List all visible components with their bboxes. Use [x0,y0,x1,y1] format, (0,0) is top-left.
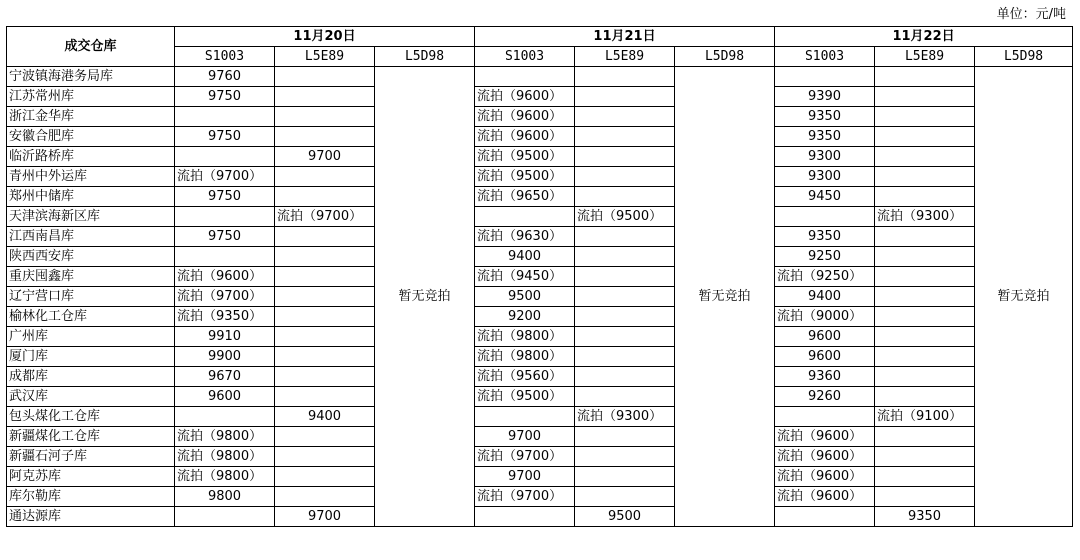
price-cell [575,427,675,447]
price-cell [575,147,675,167]
price-cell: 9250 [775,247,875,267]
table-row [7,467,1073,487]
price-cell [875,447,975,467]
price-cell [475,407,575,427]
price-cell: 9600 [775,327,875,347]
table-row [7,287,1073,307]
price-cell: 9600 [175,387,275,407]
price-cell: 流拍（9650） [475,187,575,207]
price-cell [875,467,975,487]
price-cell: 流拍（9700） [175,287,275,307]
price-cell [575,387,675,407]
price-cell [775,407,875,427]
warehouse-cell: 新疆石河子库 [7,447,175,467]
warehouse-cell: 郑州中储库 [7,187,175,207]
table-row [7,127,1073,147]
price-cell [875,487,975,507]
table-body [7,67,1073,527]
price-cell: 流拍（9350） [175,307,275,327]
price-cell: 流拍（9630） [475,227,575,247]
price-cell: 流拍（9800） [175,447,275,467]
price-cell: 流拍（9800） [175,467,275,487]
table-row [7,347,1073,367]
price-cell [275,387,375,407]
price-cell [575,167,675,187]
warehouse-cell: 库尔勒库 [7,487,175,507]
price-cell [875,307,975,327]
price-cell: 流拍（9600） [775,447,875,467]
price-cell [275,107,375,127]
warehouse-cell: 江苏常州库 [7,87,175,107]
price-cell: 流拍（9300） [575,407,675,427]
price-cell [275,247,375,267]
price-cell: 9500 [475,287,575,307]
price-cell [575,347,675,367]
price-cell: 9450 [775,187,875,207]
price-cell [575,287,675,307]
grade-header: L5E89 [275,47,375,67]
price-cell [875,187,975,207]
warehouse-cell: 陕西西安库 [7,247,175,267]
price-cell [175,407,275,427]
warehouse-cell: 安徽合肥库 [7,127,175,147]
price-cell: 9700 [475,467,575,487]
price-cell [575,87,675,107]
unit-label: 单位：元/吨 [996,7,1066,22]
table-row [7,167,1073,187]
price-cell [875,227,975,247]
price-cell: 9700 [275,147,375,167]
price-cell [275,467,375,487]
price-cell: 流拍（9600） [475,87,575,107]
price-cell: 流拍（9700） [475,487,575,507]
price-cell: 9750 [175,187,275,207]
price-cell: 9200 [475,307,575,327]
price-cell: 9700 [275,507,375,527]
price-cell [875,287,975,307]
price-cell: 9800 [175,487,275,507]
price-cell: 流拍（9500） [475,387,575,407]
table-row [7,67,1073,87]
price-cell: 流拍（9100） [875,407,975,427]
warehouse-cell: 成都库 [7,367,175,387]
price-cell [275,347,375,367]
warehouse-cell: 榆林化工仓库 [7,307,175,327]
warehouse-cell: 包头煤化工仓库 [7,407,175,427]
no-bid-cell: 暂无竞拍 [975,67,1073,527]
price-cell: 9390 [775,87,875,107]
warehouse-cell: 临沂路桥库 [7,147,175,167]
price-cell [875,367,975,387]
table-row [7,387,1073,407]
price-cell [775,207,875,227]
price-cell: 9260 [775,387,875,407]
table-row [7,407,1073,427]
table-row [7,207,1073,227]
price-cell [875,427,975,447]
auction-table [6,26,1073,527]
price-cell: 流拍（9800） [475,327,575,347]
grade-header: S1003 [475,47,575,67]
price-cell [275,67,375,87]
table-row [7,87,1073,107]
table-row [7,487,1073,507]
table-row [7,427,1073,447]
price-cell: 流拍（9300） [875,207,975,227]
price-cell [575,367,675,387]
price-cell [575,467,675,487]
price-cell: 流拍（9500） [575,207,675,227]
date-header-row [7,27,1073,47]
price-cell: 9350 [775,227,875,247]
warehouse-cell: 天津滨海新区库 [7,207,175,227]
table-row [7,507,1073,527]
price-cell [175,147,275,167]
warehouse-cell: 阿克苏库 [7,467,175,487]
price-cell: 9300 [775,167,875,187]
warehouse-cell: 江西南昌库 [7,227,175,247]
price-cell [275,267,375,287]
price-cell: 9400 [275,407,375,427]
price-cell [275,187,375,207]
price-cell: 9400 [475,247,575,267]
price-cell [475,507,575,527]
price-cell [575,327,675,347]
price-cell [475,207,575,227]
price-cell: 流拍（9700） [475,447,575,467]
price-cell: 9750 [175,227,275,247]
price-cell [275,327,375,347]
table-row [7,247,1073,267]
date-header-3: 11月22日 [775,27,1073,47]
price-cell: 9910 [175,327,275,347]
price-cell [275,427,375,447]
price-cell [275,447,375,467]
price-cell [175,247,275,267]
warehouse-cell: 通达源库 [7,507,175,527]
price-cell: 9600 [775,347,875,367]
price-cell [875,327,975,347]
table-row [7,447,1073,467]
price-cell: 9350 [775,127,875,147]
price-cell: 流拍（9000） [775,307,875,327]
price-cell: 流拍（9600） [175,267,275,287]
price-cell [875,147,975,167]
corner-header: 成交仓库 [7,27,175,67]
warehouse-cell: 厦门库 [7,347,175,367]
price-cell [875,107,975,127]
price-cell [875,127,975,147]
price-cell: 流拍（9800） [475,347,575,367]
no-bid-cell: 暂无竞拍 [375,67,475,527]
price-cell: 9400 [775,287,875,307]
price-cell [275,87,375,107]
warehouse-cell: 浙江金华库 [7,107,175,127]
price-cell: 9350 [775,107,875,127]
grade-header: L5D98 [675,47,775,67]
warehouse-cell: 广州库 [7,327,175,347]
price-cell: 流拍（9560） [475,367,575,387]
price-cell [275,487,375,507]
price-cell [875,87,975,107]
price-cell: 流拍（9250） [775,267,875,287]
price-cell [275,307,375,327]
price-cell [875,387,975,407]
price-cell [575,267,675,287]
warehouse-cell: 新疆煤化工仓库 [7,427,175,447]
price-cell [175,107,275,127]
price-cell [775,507,875,527]
grade-header: S1003 [175,47,275,67]
table-row [7,367,1073,387]
price-cell [875,67,975,87]
price-cell [575,447,675,467]
grade-header: L5D98 [975,47,1073,67]
table-row [7,267,1073,287]
price-cell [575,487,675,507]
price-cell: 9750 [175,87,275,107]
price-cell [175,507,275,527]
price-cell: 流拍（9700） [175,167,275,187]
price-cell: 流拍（9500） [475,147,575,167]
price-cell [575,67,675,87]
warehouse-cell: 青州中外运库 [7,167,175,187]
price-cell [775,67,875,87]
grade-header: S1003 [775,47,875,67]
price-cell [575,247,675,267]
price-cell: 9360 [775,367,875,387]
table-row [7,227,1073,247]
price-cell [875,247,975,267]
price-cell [275,287,375,307]
table-row [7,307,1073,327]
price-cell: 9900 [175,347,275,367]
price-cell: 9670 [175,367,275,387]
price-cell [875,267,975,287]
grade-header: L5E89 [875,47,975,67]
price-cell [875,167,975,187]
price-cell: 流拍（9600） [775,427,875,447]
price-cell: 流拍（9500） [475,167,575,187]
price-cell [575,187,675,207]
table-row [7,147,1073,167]
price-cell: 9700 [475,427,575,447]
price-cell [575,227,675,247]
date-header-1: 11月20日 [175,27,475,47]
price-cell: 流拍（9600） [775,487,875,507]
price-cell: 9350 [875,507,975,527]
price-cell: 流拍（9450） [475,267,575,287]
table-row [7,187,1073,207]
price-cell [575,127,675,147]
no-bid-cell: 暂无竞拍 [675,67,775,527]
price-cell [175,207,275,227]
date-header-2: 11月21日 [475,27,775,47]
price-cell [275,227,375,247]
price-cell [275,167,375,187]
price-cell: 9500 [575,507,675,527]
price-cell: 流拍（9600） [775,467,875,487]
warehouse-cell: 武汉库 [7,387,175,407]
price-cell: 流拍（9700） [275,207,375,227]
price-cell: 9760 [175,67,275,87]
warehouse-cell: 辽宁营口库 [7,287,175,307]
price-cell: 流拍（9600） [475,107,575,127]
price-cell: 流拍（9600） [475,127,575,147]
price-cell [575,107,675,127]
table-row [7,327,1073,347]
warehouse-cell: 宁波镇海港务局库 [7,67,175,87]
price-cell [875,347,975,367]
price-cell: 9300 [775,147,875,167]
table-row [7,107,1073,127]
price-cell: 流拍（9800） [175,427,275,447]
warehouse-cell: 重庆囤鑫库 [7,267,175,287]
price-cell [275,367,375,387]
price-cell [475,67,575,87]
price-cell [275,127,375,147]
price-cell [575,307,675,327]
grade-header: L5D98 [375,47,475,67]
grade-header: L5E89 [575,47,675,67]
price-cell: 9750 [175,127,275,147]
